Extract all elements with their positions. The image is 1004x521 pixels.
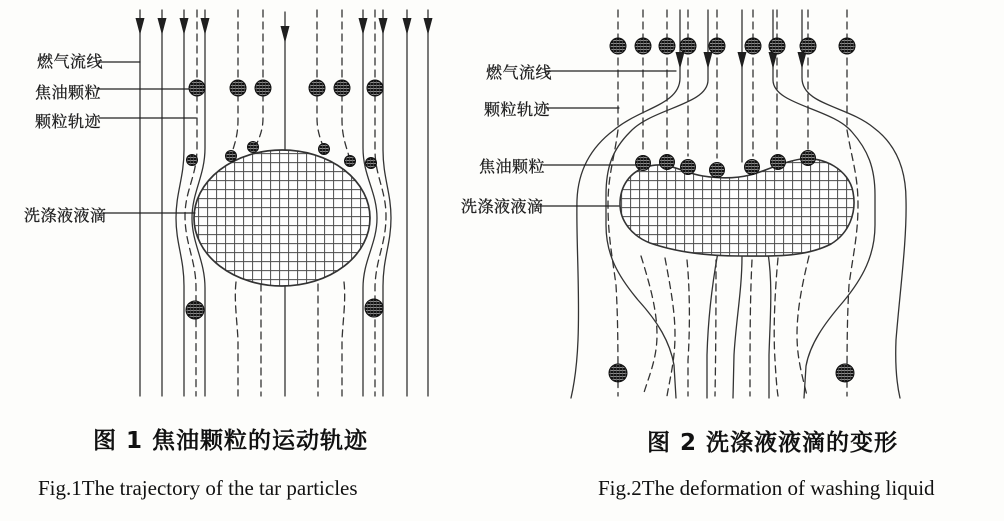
fig2-caption-en: Fig.2The deformation of washing liquid bbox=[598, 476, 935, 500]
figure2-drawing bbox=[540, 10, 906, 398]
fig1-caption-zh: 图 1 焦油颗粒的运动轨迹 bbox=[93, 428, 369, 454]
fig1-flow-arrows bbox=[136, 18, 433, 43]
fig1-washing-droplet bbox=[194, 150, 370, 286]
fig2-flow-arrows bbox=[676, 52, 807, 69]
fig1-leader-lines bbox=[98, 62, 196, 213]
fig2-label-tar-particle: 焦油颗粒 bbox=[479, 157, 546, 176]
fig1-caption-en: Fig.1The trajectory of the tar particles bbox=[38, 476, 358, 500]
fig1-label-gas-streamline: 燃气流线 bbox=[37, 52, 104, 71]
fig2-label-particle-trajectory: 颗粒轨迹 bbox=[484, 100, 551, 119]
fig2-label-gas-streamline: 燃气流线 bbox=[486, 63, 553, 82]
fig1-label-particle-trajectory: 颗粒轨迹 bbox=[35, 112, 102, 131]
fig2-label-washing-droplet: 洗涤液液滴 bbox=[461, 197, 544, 216]
fig1-label-tar-particle: 焦油颗粒 bbox=[35, 83, 102, 102]
fig1-label-washing-droplet: 洗涤液液滴 bbox=[24, 206, 107, 225]
figure1-drawing bbox=[98, 10, 433, 396]
fig2-washing-droplet bbox=[620, 159, 854, 257]
fig2-caption-zh: 图 2 洗涤液液滴的变形 bbox=[647, 430, 899, 456]
